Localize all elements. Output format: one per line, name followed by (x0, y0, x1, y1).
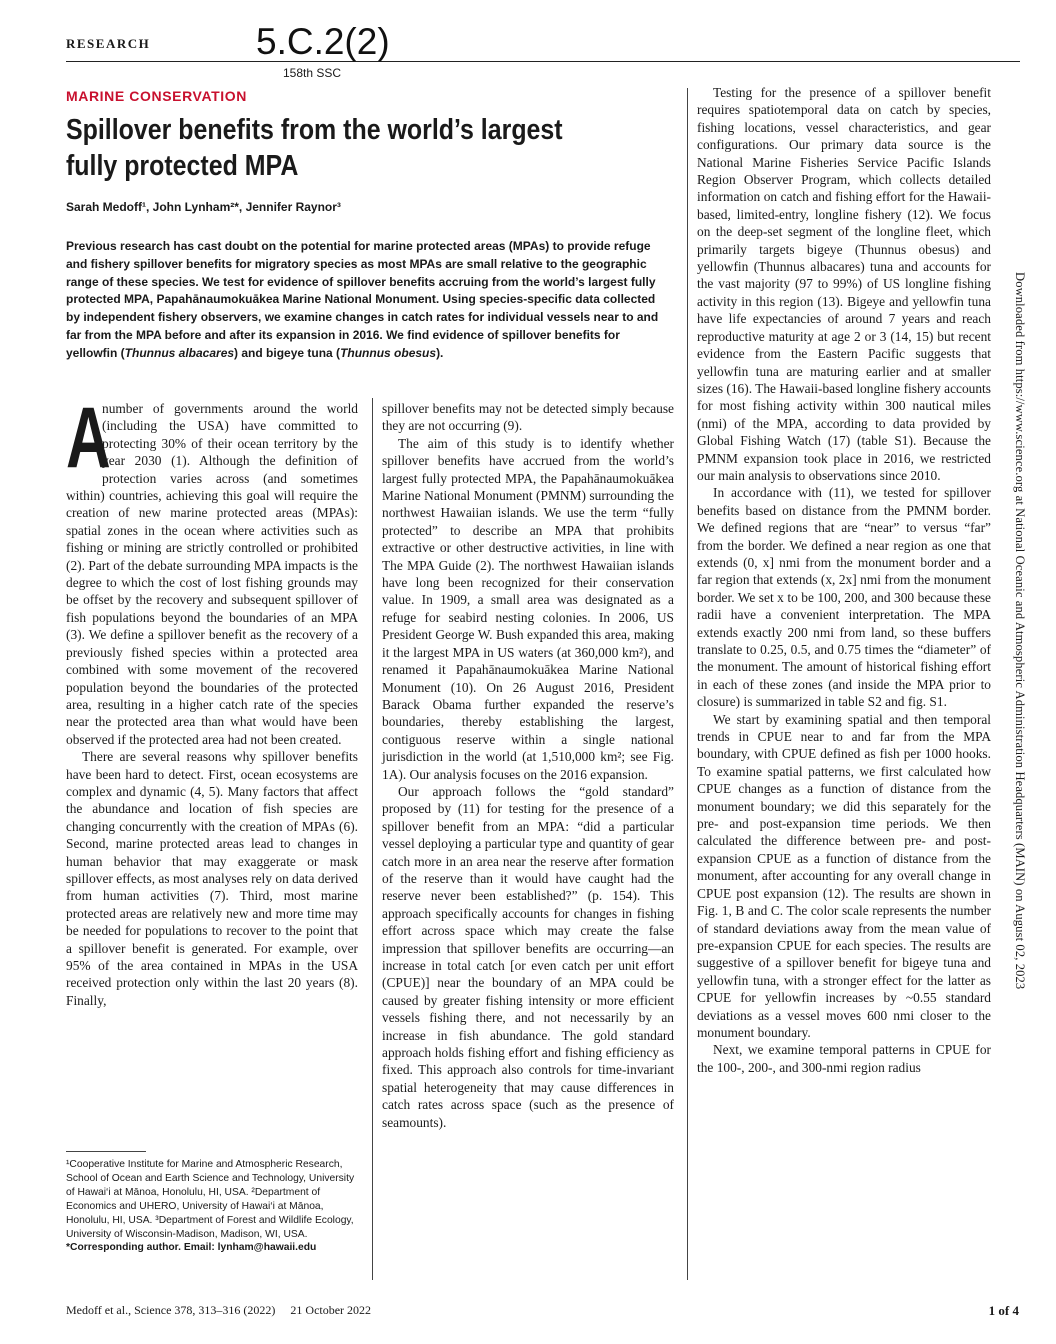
abstract-text-3: ). (436, 345, 444, 360)
page-number: 1 of 4 (988, 1303, 1019, 1318)
footnotes (66, 1158, 356, 1255)
author-list: Sarah Medoff¹, John Lynham²*, Jennifer Raynor³ (66, 200, 341, 214)
article-title: Spillover benefits from the world’s largest fully protected MPA (66, 114, 563, 182)
paragraph-text: number of governments around the world (including the USA) have committed to protecting 30% of their ocean territory by the year 2030 (1). Although the definition of protection varies across (and sometimes within) countries, achieving this goal will require the creation of new marine protected areas (MPAs): spatial zones in the ocean where activities such as fishing or mining are strictly controlled or prohibited (2). Part of the debate surrounding MPA impacts is the degree to which the cost of lost fishing grounds may be offset by the recovery and subsequent spillover of fish populations beyond the boundaries of an MPA (3). We define a spillover benefit as the recovery of a previously fished species within a protected area combined with some movement of the recovered population beyond the boundaries of the protected area, resulting in a higher catch rate of the species near the protected area than what would have been observed if the protected area had not been created. (66, 401, 358, 747)
body-paragraph: The aim of this study is to identify whether spillover benefits have accrued from the world’s largest fully protected MPA, the Papahānaumokuākea Marine National Monument (PMNM) surrounding the northwest Hawaiian islands. We use the term “fully protected” to describe an MPA that prohibits extractive or other destructive activities, in line with The MPA Guide (2). The northwest Hawaiian islands have long been recognized for their conservation value. In 1909, a small area was designated as a refuge for seabird nesting colonies. In 2006, US President George W. Bush expanded this area, making it the largest MPA in US waters (at 360,000 km²), and renamed it Papahānaumokuākea Marine National Monument (10). On 26 August 2016, President Barack Obama further expanded the reserve’s boundaries, thereby establishing the largest, contiguous reserve within a single national jurisdiction in the world (at 1,510,000 km²; see Fig. 1A). Our analysis focuses on the 2016 expansion. (382, 435, 674, 782)
body-column-3 (697, 84, 991, 1076)
section-label: RESEARCH (66, 36, 151, 51)
footnote-rule (66, 1151, 146, 1152)
column-divider (687, 88, 688, 1280)
abstract-species-1: Thunnus albacares (124, 345, 235, 360)
body-paragraph: Next, we examine temporal patterns in CPUE for the 100-, 200-, and 300-nmi region radius (697, 1042, 991, 1075)
body-paragraph: We start by examining spatial and then temporal trends in CPUE near to and far from the MPA boundary, with CPUE defined as fish per 1000 hooks. To examine spatial patterns, we first calculated how CPUE changes as a function of distance from the monument boundary; we did this separately for the pre- and post-expansion time periods. We then calculated the difference between pre- and post-expansion CPUE as a function of distance from the monument, after accounting for any overall change in CPUE post expansion (12). The results are shown in Fig. 1, B and C. The color scale represents the number of standard deviations away from the mean value of pre-expansion CPUE for each species. The results are suggestive of a spillover benefit for bigeye tuna and yellowfin tuna, with a stronger effect for the latter as CPUE for yellowfin increases by ~0.55 standard deviations as a vessel moves 600 nmi closer to the monument boundary. (697, 711, 991, 1040)
body-paragraph (66, 390, 358, 748)
drop-cap: A (66, 390, 111, 486)
abstract-text-1: Previous research has cast doubt on the potential for marine protected areas (MPAs) to provide refuge and fishery spillover benefits for migratory species as most MPAs are small relative to the geographic range of these species. We test for evidence of spillover benefits accruing from the world’s largest fully protected MPA, Papahānaumokuākea Marine National Monument. Using species-specific data collected by independent fishery observers, we examine changes in catch rates for individual vessels near to and far from the MPA before and after its expansion in 2016. We find evidence of spillover benefits for yellowfin ( (66, 239, 659, 360)
body-paragraph: Testing for the presence of a spillover benefit requires spatiotemporal data on catch by species, fishing locations, vessel characteristics, and gear configurations. Our primary data source is the National Marine Fisheries Service Pacific Islands Region Observer Program, which collects detailed information on catch and fishing effort for the Hawaii-based, limited-entry, longline fishery (12). We focus on the deep-set segment of the longline fleet, which primarily targets bigeye (Thunnus obesus) and yellowfin (Thunnus albacares) tuna and accounts for the vast majority (97 to 99%) of US longline fishing activity in this region (13). Bigeye and yellowfin tuna have life expectancies of around 7 years and reach reproductive maturity at age 2 or 3 (14, 15) but recent evidence from the Eastern Pacific suggests that yellowfin tuna are maturing earlier and at smaller sizes (16). The Hawaii-based longline fishery accounts for most fishing activity within 300 nautical miles (nmi) of the MPA, according to data provided by Global Fishing Watch (17) (table S1). Because the PMNM expansion took place in 2016, we restricted our main analysis to observations since 2010. (697, 85, 991, 483)
header-rule (66, 61, 1020, 62)
download-note: Downloaded from https://www.science.org at National Oceanic and Atmospheric Administration Headquarters (MAIN) on August 02, 2023 (1013, 272, 1027, 990)
body-paragraph: spillover benefits may not be detected simply because they are not occurring (9). (382, 401, 674, 434)
abstract-species-2: Thunnus obesus (340, 345, 437, 360)
body-column-1 (66, 390, 358, 1009)
affiliations: ¹Cooperative Institute for Marine and Atmospheric Research, School of Ocean and Earth Science and Technology, University of Hawai‘i at Mānoa, Honolulu, HI, USA. ²Department of Economics and UHERO, University of Hawai‘i at Mānoa, Honolulu, HI, USA. ³Department of Forest and Wildlife Ecology, University of Wisconsin-Madison, Madison, WI, USA. (66, 1159, 355, 1240)
article-category: MARINE CONSERVATION (66, 88, 247, 104)
abstract (66, 238, 664, 363)
body-column-2 (382, 400, 674, 1131)
body-paragraph: Our approach follows the “gold standard” proposed by (11) for testing for the presence of a spillover benefit from an MPA: “did a particular vessel deploying a particular type and quantity of gear catch more in an area near the reserve after formation of the reserve than it would have caught had the reserve never been established?” (p. 154). This approach specifically accounts for changes in fishing effort across space which may create the false impression that spillover benefits are occurring—an increase in total catch [or even catch per unit effort (CPUE)] near the boundary of an MPA could be caused by greater fishing intensity or more efficient vessels fishing there, and not necessarily by an increase in fish abundance. The gold standard approach holds fishing effort and fishing efficiency as fixed. This approach also controls for time-invariant spatial heterogeneity that may cause differences in catch rates across space (such as the presence of seamounts). (382, 783, 674, 1130)
body-paragraph: There are several reasons why spillover benefits have been hard to detect. First, ocean ecosystems are complex and dynamic (4, 5). Many factors that affect the abundance and location of fish species are changing concurrently with the creation of MPAs (6). Second, marine protected areas lead to changes in human behavior that may exaggerate or mask spillover effects, as most analyses rely on data derived from human activities (7). Third, most marine protected areas are relatively new and more time may be needed for populations to recover to the point that a spillover benefit is generated. For example, over 95% of the area contained in MPAs in the USA received protection only within the last 20 years (8). Finally, (66, 749, 358, 1008)
stamp-code: 5.C.2(2) (256, 21, 390, 62)
body-paragraph: In accordance with (11), we tested for spillover benefits based on distance from the PMNM border. We defined regions that are “near” to versus “far” from the border. We defined a near region as one that extends (0, x] nmi from the monument border and a far region that extends (x, 2x] nmi from the monument border. We set x to be 100, 200, and 300 because these radii have a convenient interpretation. The MPA extends exactly 200 nmi from land, so these buffers translate to 0.25, 0.5, and 0.75 times the “diameter” of the monument. The amount of historical fishing effort in each of these zones (and inside the MPA prior to closure) is summarized in table S2 and fig. S1. (697, 485, 991, 710)
abstract-text-2: ) and bigeye tuna ( (234, 345, 341, 360)
citation: Medoff et al., Science 378, 313–316 (2022) 21 October 2022 (66, 1303, 372, 1317)
stamp-subtitle: 158th SSC (283, 66, 342, 80)
corresponding-author: *Corresponding author. Email: lynham@hawaii.edu (66, 1242, 317, 1254)
column-divider (372, 398, 373, 1280)
